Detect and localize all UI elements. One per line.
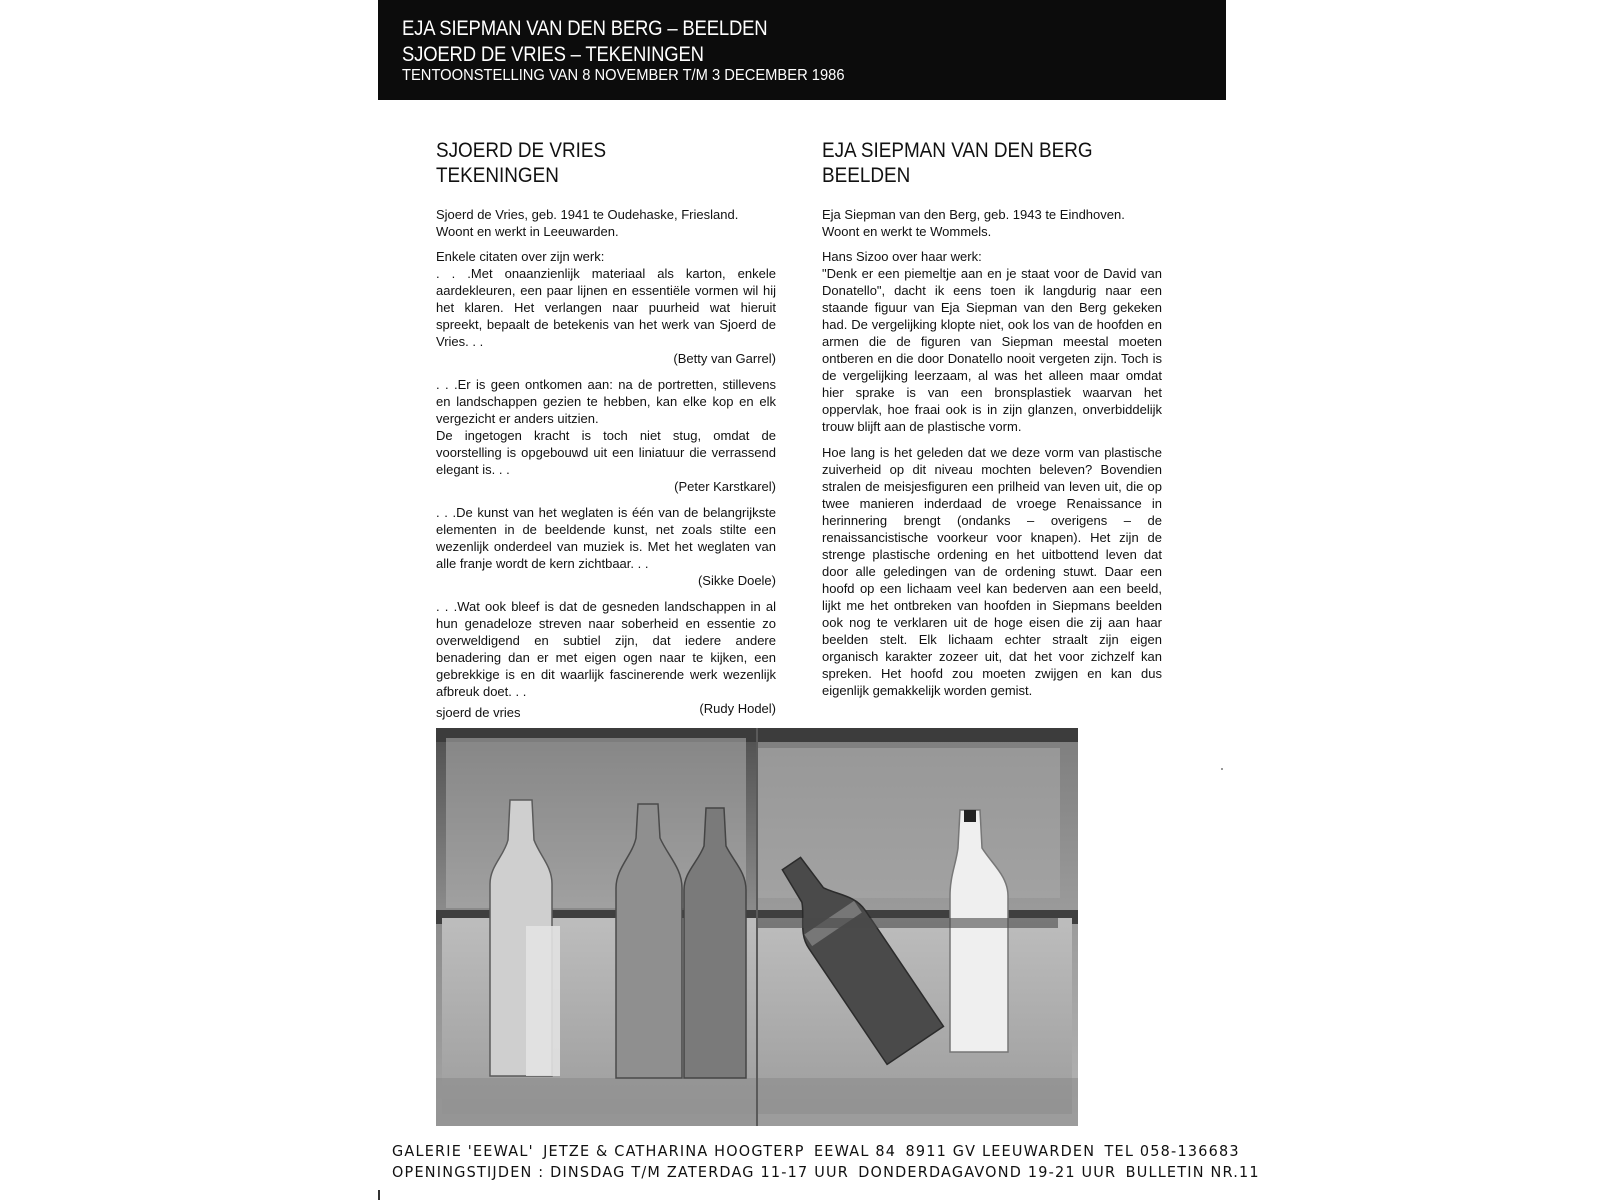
left-quote-4-author: (Rudy Hodel) bbox=[699, 701, 776, 716]
right-bio bbox=[822, 206, 1162, 240]
left-quote-2a-text: . . .Er is geen ontkomen aan: na de portretten, stillevens en landschappen gezien te hebben, kan elke kop en elk vergezicht er anders uitzien. bbox=[436, 377, 776, 426]
right-intro: Hans Sizoo over haar werk: bbox=[822, 249, 982, 264]
left-quote-3: . . .De kunst van het weglaten is één van de belangrijkste elementen in de beeldende kunst, net zoals stilte een wezenlijk onderdeel van muziek is. Met het weglaten van alle franje wordt de kern zichtbaar. . . bbox=[436, 505, 776, 571]
right-paragraph-1-text: "Denk er een piemeltje aan en je staat voor de David van Donatello", dacht ik eens toen ik langdurig naar een staande figuur van Eja Siepman van den Berg gekeken had. De vergelijking klopte niet, ook los van de hoofden en armen die de figuren van Siepman meestal moeten ontberen en die door Donatello nooit vergeten zijn. Toch is de vergelijking leerzaam, al was het alleen maar omdat hier sprake is van een bronsplastiek waarvan het oppervlak, hoe fraai ook is in zijn glanzen, onverbiddelijk trouw blijft aan de plastische vorm. bbox=[822, 266, 1162, 434]
right-heading bbox=[822, 138, 1128, 188]
still-life-bottles-image bbox=[436, 728, 1078, 1126]
right-paragraph-2: Hoe lang is het geleden dat we deze vorm van plastische zuiverheid op dit niveau mochten beleven? Bovendien stralen de meisjesfiguren een prilheid van leven uit, die op twee manieren inderdaad de vroege Renaissance in herinnering brengt (ondanks – overigens – de renaissancistische voorkeur voor knapen). Het zijn de strenge plastische ordening en het uitbottend leven dat door alle geledingen van de ordening stuwt. Daar een hoofd op een lichaam veel kan bederven aan een beeld, lijkt me het ontbreken van hoofden in Siepmans beelden ook nog te verklaren uit de hoge eisen die zij aan haar beelden stelt. Elk lichaam echter straalt zijn eigen organisch karakter zozeer uit, dat het voor zichzelf kan spreken. Het hoofd zou moeten zwijgen en kan dus eigenlijk gemakkelijk worden gemist. bbox=[822, 445, 1162, 698]
left-quote-2b-text: De ingetogen kracht is toch niet stug, omdat de voorstelling is opgebouwd uit een liniatuur die verrassend elegant is. . . bbox=[436, 428, 776, 477]
footer-address-line bbox=[392, 1141, 1240, 1162]
right-heading-discipline: BEELDEN bbox=[822, 164, 911, 187]
footer-telephone: TEL 058-136683 bbox=[1104, 1142, 1240, 1160]
left-column bbox=[436, 138, 776, 726]
header-exhibition-dates: TENTOONSTELLING VAN 8 NOVEMBER T/M 3 DECEMBER 1986 bbox=[402, 67, 845, 84]
left-quote-2 bbox=[436, 376, 776, 478]
footer-opening-hours: OPENINGSTIJDEN : DINSDAG T/M ZATERDAG 11-17 UUR bbox=[392, 1163, 849, 1181]
footer-street: EEWAL 84 bbox=[813, 1142, 897, 1160]
right-bio-birth: Eja Siepman van den Berg, geb. 1943 te Eindhoven. bbox=[822, 207, 1125, 222]
artwork-caption: sjoerd de vries bbox=[436, 705, 521, 720]
left-quote-1-text: . . .Met onaanzienlijk materiaal als karton, enkele aardekleuren, een paar lijnen en essentiële vormen wil hij het klaren. Het verlangen naar puurheid wat hieruit spreekt, bepaalt de betekenis van het werk van Sjoerd de Vries. . . bbox=[436, 266, 776, 349]
left-heading bbox=[436, 138, 742, 188]
left-bio-residence: Woont en werkt in Leeuwarden. bbox=[436, 224, 619, 239]
header-title-drawings: SJOERD DE VRIES – TEKENINGEN bbox=[402, 43, 704, 66]
footer-hours-line bbox=[392, 1162, 1260, 1183]
right-bio-residence: Woont en werkt te Wommels. bbox=[822, 224, 992, 239]
left-quote-2-author: (Peter Karstkarel) bbox=[674, 479, 776, 494]
right-column bbox=[822, 138, 1162, 708]
footer-city: 8911 GV LEEUWARDEN bbox=[905, 1142, 1096, 1160]
left-quote-3-author: (Sikke Doele) bbox=[697, 573, 776, 588]
header-banner bbox=[378, 0, 1226, 100]
left-quote-4: . . .Wat ook bleef is dat de gesneden landschappen in al hun genadeloze streven naar soberheid en essentie zo overweldigend en subtiel zijn, dat iedere andere benadering dan er met eigen ogen naar te kijken, een gebrekkige is en dit waarlijk fascinerende werk wezenlijk afbreuk doet. . . bbox=[436, 599, 776, 699]
footer-gallery-name: GALERIE 'EEWAL' bbox=[392, 1142, 534, 1160]
gallery-footer bbox=[392, 1141, 1260, 1183]
scan-speck bbox=[1221, 768, 1223, 770]
footer-bulletin-number: BULLETIN NR.11 bbox=[1125, 1163, 1260, 1181]
left-quote-1 bbox=[436, 248, 776, 350]
footer-evening-hours: DONDERDAGAVOND 19-21 UUR bbox=[858, 1163, 1117, 1181]
left-quote-1-author: (Betty van Garrel) bbox=[673, 351, 776, 366]
artwork-photo bbox=[436, 728, 1078, 1126]
right-paragraph-1 bbox=[822, 248, 1162, 435]
right-heading-name: EJA SIEPMAN VAN DEN BERG bbox=[822, 139, 1093, 162]
left-heading-discipline: TEKENINGEN bbox=[436, 164, 559, 187]
left-heading-name: SJOERD DE VRIES bbox=[436, 139, 607, 162]
left-quotes-intro: Enkele citaten over zijn werk: bbox=[436, 249, 605, 264]
left-bio-birth: Sjoerd de Vries, geb. 1941 te Oudehaske, Friesland. bbox=[436, 207, 739, 222]
header-title-sculptures: EJA SIEPMAN VAN DEN BERG – BEELDEN bbox=[402, 17, 768, 40]
scan-mark bbox=[378, 1190, 380, 1200]
bulletin-page bbox=[378, 0, 1260, 1200]
left-bio bbox=[436, 206, 776, 240]
footer-owners: JETZE & CATHARINA HOOGTERP bbox=[543, 1142, 805, 1160]
